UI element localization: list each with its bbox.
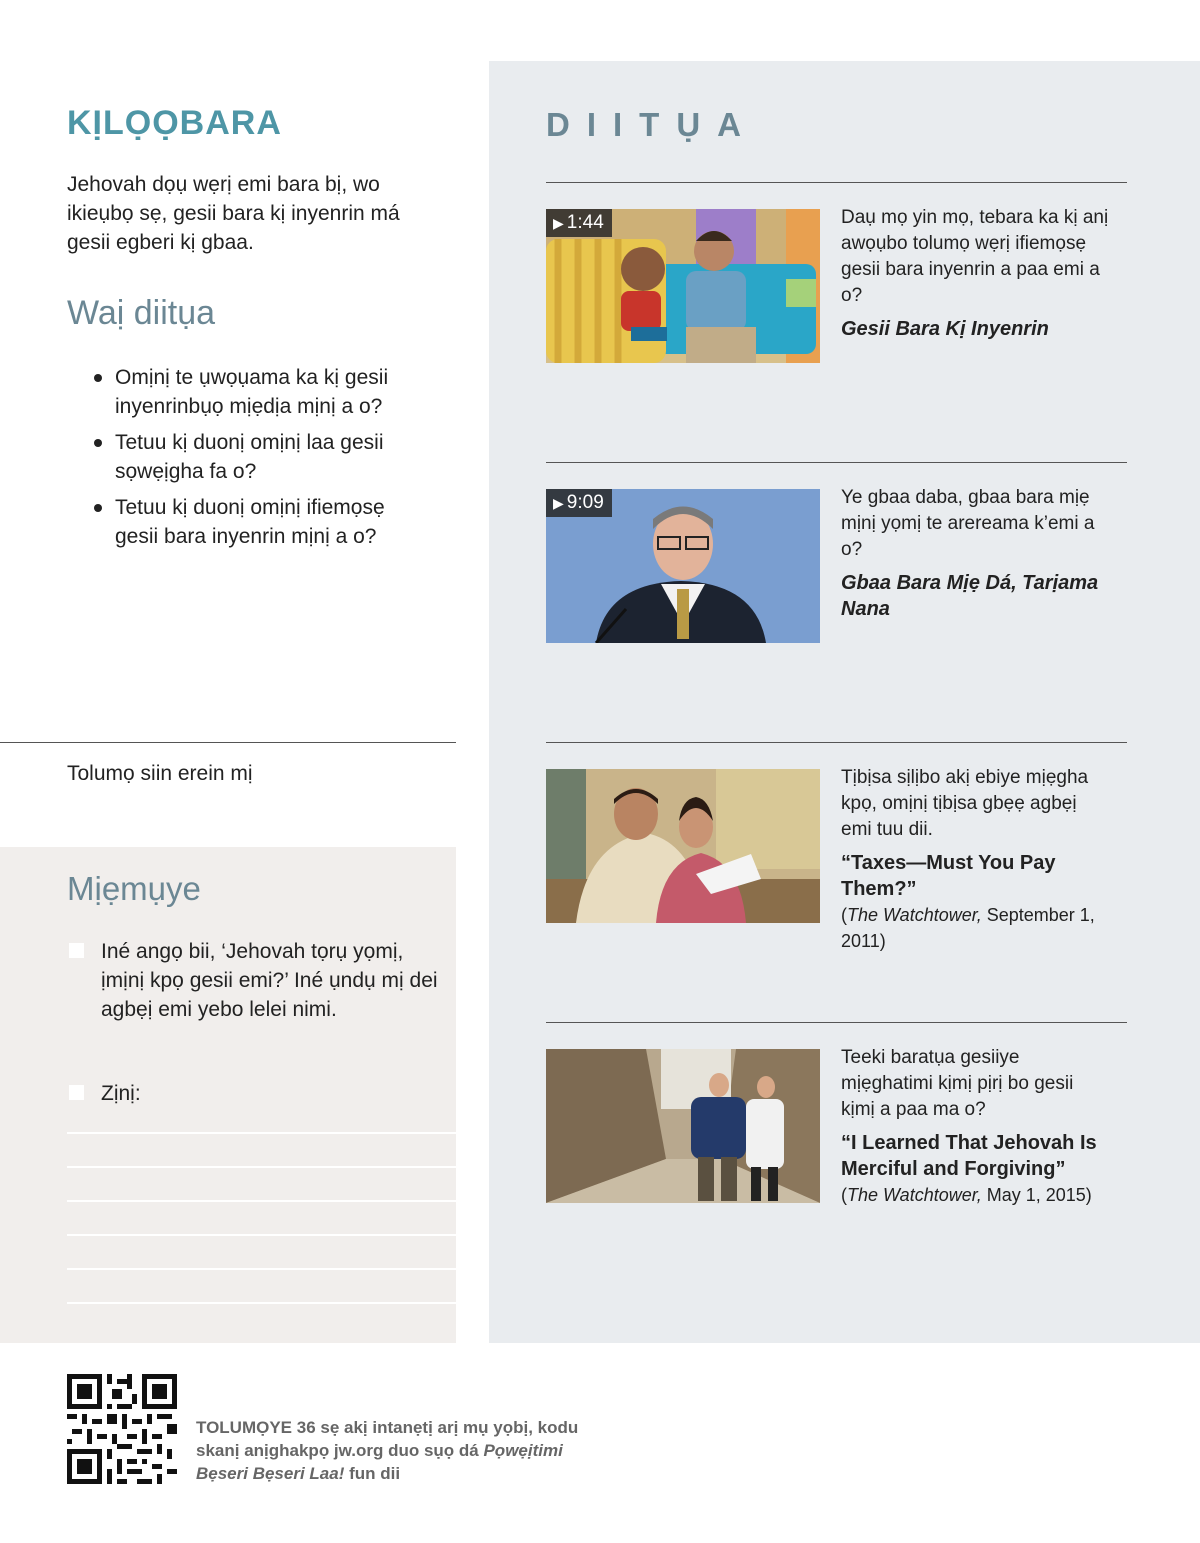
mission-title: Mịẹmụye [67, 870, 201, 907]
duration-badge [546, 209, 612, 237]
task-text: Iné angọ bii, ‘Jehovah tọrụ yọmị, ịmịnị kpọ gesii emi?’ Iné ụndụ mị dei agbẹị emi yebo lelei nimi. [101, 940, 438, 1021]
review-question: Tetuu kị duonị omịnị ifiemọsẹ gesii bara inyenrin mịnị a o? [90, 493, 430, 551]
citation-open: ( [841, 905, 847, 925]
resource-title-link[interactable]: “I Learned That Jehovah Is Merciful and Forgiving” [841, 1132, 1097, 1180]
task-checkbox[interactable] [69, 1085, 84, 1100]
resource-citation [841, 1182, 1111, 1208]
article-thumbnail-couple-walking[interactable] [546, 1049, 820, 1203]
resource-citation [841, 902, 1111, 954]
resource-title-link[interactable]: Gbaa Bara Mịẹ Dá, Tarịama Nana [841, 572, 1099, 620]
footer-line: TOLUMỌYE 36 sẹ akị intanẹtị arị mụ yọbị, kodu skanị anịghakpọ jw.org duo sụọ dá [196, 1418, 579, 1460]
article-thumbnail-couple-paying-taxes[interactable] [546, 769, 820, 923]
review-question-list [90, 363, 430, 558]
resource-divider [546, 462, 1127, 463]
review-question: Omịnị te ụwọụama ka kị gesii inyenrinbụọ mịẹdịa mịnị a o? [90, 363, 430, 421]
resource-description: Ye gbaa daba, gbaa bara mịẹ mịnị yọmị te arereama k’emi a o? [841, 487, 1095, 560]
footer-note [196, 1416, 596, 1485]
task-checkbox[interactable] [69, 943, 84, 958]
citation-date: September 1, 2011) [841, 905, 1095, 951]
qr-code-graphic [67, 1374, 177, 1484]
goal-label: Tolumọ siin erein mị [67, 762, 253, 785]
resource-divider [546, 742, 1127, 743]
mission-task [67, 937, 451, 1024]
writing-line[interactable] [67, 1268, 456, 1270]
footer-publication: Pọwẹịtimi Bẹseri Bẹseri Laa! [196, 1441, 563, 1483]
citation-publication: The Watchtower, [847, 1185, 982, 1205]
citation-open: ( [841, 1185, 847, 1205]
duration-badge [546, 489, 612, 517]
play-icon: ▶ [553, 215, 564, 231]
review-title: Waị diitụa [67, 294, 216, 332]
review-question: Tetuu kị duonị omịnị laa gesii sọwẹịgha fa o? [90, 428, 430, 486]
qr-code-icon[interactable] [67, 1374, 177, 1484]
street-walk-photo [546, 1049, 820, 1203]
resource-text [841, 765, 1111, 954]
summary-text: Jehovah dọụ wẹrị emi bara bị, wo ikieụbọ sẹ, gesii bara kị inyenrin má gesii egberi kị gbaa. [67, 173, 400, 254]
resource-divider [546, 182, 1127, 183]
task-text: Zịnị: [101, 1082, 141, 1105]
goal-divider [0, 742, 456, 743]
citation-publication: The Watchtower, [847, 905, 982, 925]
footer-suffix: fun dii [344, 1464, 401, 1483]
duration-text: 1:44 [566, 212, 604, 233]
citation-date: May 1, 2015) [981, 1185, 1092, 1205]
video-thumbnail-speaker[interactable] [546, 489, 820, 643]
writing-line[interactable] [67, 1166, 456, 1168]
couple-paperwork-photo [546, 769, 820, 923]
video-thumbnail-animated-father-son[interactable] [546, 209, 820, 363]
resource-divider [546, 1022, 1127, 1023]
resources-title: DIITỤA [546, 106, 758, 143]
resource-description: Tịbịsa sịlịbo akị ebiye mịẹgha kpọ, omịnị tịbịsa gbẹẹ agbẹị emi tuu dii. [841, 767, 1089, 840]
writing-line[interactable] [67, 1132, 456, 1134]
writing-line[interactable] [67, 1234, 456, 1236]
resource-title-link[interactable]: “Taxes—Must You Pay Them?” [841, 852, 1056, 900]
resource-text [841, 1045, 1111, 1208]
mission-task [67, 1079, 451, 1108]
writing-line[interactable] [67, 1200, 456, 1202]
summary-title: KỊLỌỌBARA [67, 104, 282, 142]
writing-line[interactable] [67, 1302, 456, 1304]
resource-text [841, 485, 1111, 622]
resource-title-link[interactable]: Gesii Bara Kị Inyenrin [841, 318, 1049, 340]
duration-text: 9:09 [566, 492, 604, 513]
play-icon: ▶ [553, 495, 564, 511]
resource-description: Daụ mọ yin mọ, tebara ka kị anị awọụbo tolumọ wẹrị ifiemọsẹ gesii bara inyenrin a paa emi a o? [841, 207, 1109, 306]
resource-description: Teeki baratụa gesiiye mịẹghatimi kịmị pịrị bo gesii kịmị a paa ma o? [841, 1047, 1074, 1120]
resource-text [841, 205, 1111, 342]
